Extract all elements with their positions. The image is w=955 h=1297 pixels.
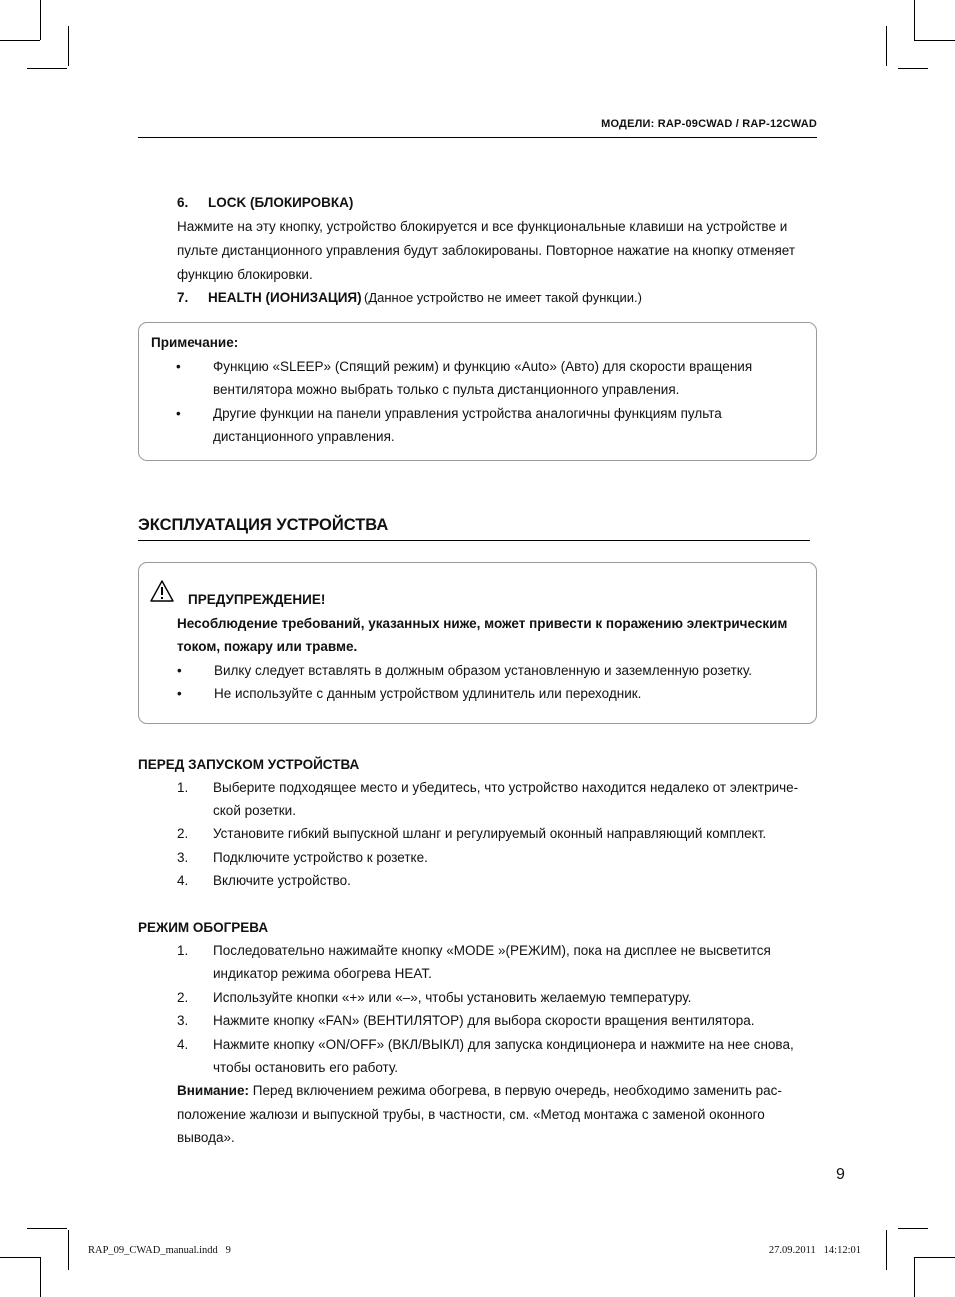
bullet: • bbox=[177, 686, 182, 701]
list-item-line: индикатор режима обогрева HEAT. bbox=[213, 966, 432, 981]
list-number: 1. bbox=[177, 780, 189, 795]
list-item-line: Выберите подходящее место и убедитесь, что устройство находится недалеко от электриче- bbox=[213, 780, 799, 795]
section-title: ЭКСПЛУАТАЦИЯ УСТРОЙСТВА bbox=[138, 516, 389, 534]
list-number: 4. bbox=[177, 1037, 189, 1052]
lock-number: 6. bbox=[177, 195, 189, 210]
attention-line: положение жалюзи и выпускной трубы, в частности, см. «Метод монтажа с заменой оконного bbox=[177, 1107, 765, 1122]
list-item-line: Нажмите кнопку «FAN» (ВЕНТИЛЯТОР) для выбора скорости вращения вентилятора. bbox=[213, 1013, 755, 1028]
crop-mark bbox=[27, 1228, 67, 1229]
attention-line-1 bbox=[177, 1079, 782, 1103]
note-item-line: вентилятора можно выбрать только с пульта дистанционного управления. bbox=[213, 382, 680, 397]
list-item-line: Используйте кнопки «+» или «–», чтобы установить желаемую температуру. bbox=[213, 990, 692, 1005]
crop-mark bbox=[0, 1257, 40, 1258]
crop-mark bbox=[886, 26, 887, 66]
crop-mark bbox=[886, 1230, 887, 1270]
before-start-title: ПЕРЕД ЗАПУСКОМ УСТРОЙСТВА bbox=[138, 757, 360, 772]
warning-lead-line: током, пожару или травме. bbox=[177, 639, 358, 654]
bullet: • bbox=[177, 663, 182, 678]
slug-timestamp: 27.09.2011 14:12:01 bbox=[768, 1245, 861, 1256]
page-number: 9 bbox=[836, 1166, 845, 1183]
warning-triangle-icon bbox=[150, 580, 174, 602]
list-item-line: Включите устройство. bbox=[213, 873, 351, 888]
note-item-line: Функцию «SLEEP» (Спящий режим) и функцию «Auto» (Авто) для скорости вращения bbox=[213, 359, 753, 374]
lock-text-line: Нажмите на эту кнопку, устройство блокируется и все функциональные клавиши на устройстве и bbox=[177, 219, 788, 234]
bullet: • bbox=[176, 359, 181, 374]
health-title: HEALTH (ИОНИЗАЦИЯ) bbox=[208, 290, 362, 305]
model-header: МОДЕЛИ: RAP-09CWAD / RAP-12CWAD bbox=[601, 118, 817, 130]
list-number: 4. bbox=[177, 873, 189, 888]
crop-mark bbox=[914, 40, 955, 41]
warning-lead-line: Несоблюдение требований, указанных ниже, может привести к поражению электрическим bbox=[177, 616, 788, 631]
crop-mark bbox=[898, 1228, 928, 1229]
list-number: 2. bbox=[177, 826, 189, 841]
bullet: • bbox=[176, 406, 181, 421]
heating-title: РЕЖИМ ОБОГРЕВА bbox=[138, 920, 269, 935]
list-item-line: Установите гибкий выпускной шланг и регулируемый оконный направляющий комплект. bbox=[213, 826, 767, 841]
attention-label: Внимание: bbox=[177, 1083, 249, 1098]
crop-mark bbox=[40, 1257, 41, 1297]
crop-mark bbox=[898, 68, 928, 69]
crop-mark bbox=[27, 68, 67, 69]
health-number: 7. bbox=[177, 290, 189, 305]
crop-mark bbox=[40, 0, 41, 40]
crop-mark bbox=[68, 26, 69, 66]
warning-item: Вилку следует вставлять в должным образом установленную и заземленную розетку. bbox=[214, 663, 752, 678]
list-item-line: Подключите устройство к розетке. bbox=[213, 850, 428, 865]
warning-item: Не используйте с данным устройством удлинитель или переходник. bbox=[214, 686, 642, 701]
slug-filename: RAP_09_CWAD_manual.indd 9 bbox=[88, 1245, 231, 1256]
note-item-line: дистанционного управления. bbox=[213, 429, 395, 444]
note-item-line: Другие функции на панели управления устройства аналогичны функциям пульта bbox=[213, 406, 722, 421]
lock-text-line: пульте дистанционного управления будут заблокированы. Повторное нажатие на кнопку отменяет bbox=[177, 243, 796, 258]
note-title: Примечание: bbox=[151, 335, 239, 350]
crop-mark bbox=[914, 1257, 915, 1297]
list-number: 1. bbox=[177, 943, 189, 958]
list-item-line: Нажмите кнопку «ON/OFF» (ВКЛ/ВЫКЛ) для запуска кондиционера и нажмите на нее снова, bbox=[213, 1037, 794, 1052]
header-rule bbox=[138, 137, 817, 138]
crop-mark bbox=[68, 1230, 69, 1270]
health-note: (Данное устройство не имеет такой функции.) bbox=[364, 290, 642, 305]
crop-mark bbox=[0, 40, 40, 41]
list-number: 3. bbox=[177, 1013, 189, 1028]
crop-mark bbox=[914, 0, 915, 40]
attention-line: вывода». bbox=[177, 1130, 235, 1145]
list-item-line: чтобы остановить его работу. bbox=[213, 1060, 399, 1075]
list-number: 3. bbox=[177, 850, 189, 865]
crop-mark bbox=[914, 1257, 955, 1258]
lock-text-line: функцию блокировки. bbox=[177, 267, 313, 282]
section-rule bbox=[138, 540, 810, 541]
list-item-line: Последовательно нажимайте кнопку «MODE »(РЕЖИМ), пока на дисплее не высветится bbox=[213, 943, 771, 958]
warning-title: ПРЕДУПРЕЖДЕНИЕ! bbox=[188, 592, 326, 607]
list-number: 2. bbox=[177, 990, 189, 1005]
lock-title: LOCK (БЛОКИРОВКА) bbox=[208, 195, 354, 210]
list-item-line: ской розетки. bbox=[213, 803, 296, 818]
attention-text: Перед включением режима обогрева, в первую очередь, необходимо заменить рас- bbox=[248, 1083, 782, 1098]
